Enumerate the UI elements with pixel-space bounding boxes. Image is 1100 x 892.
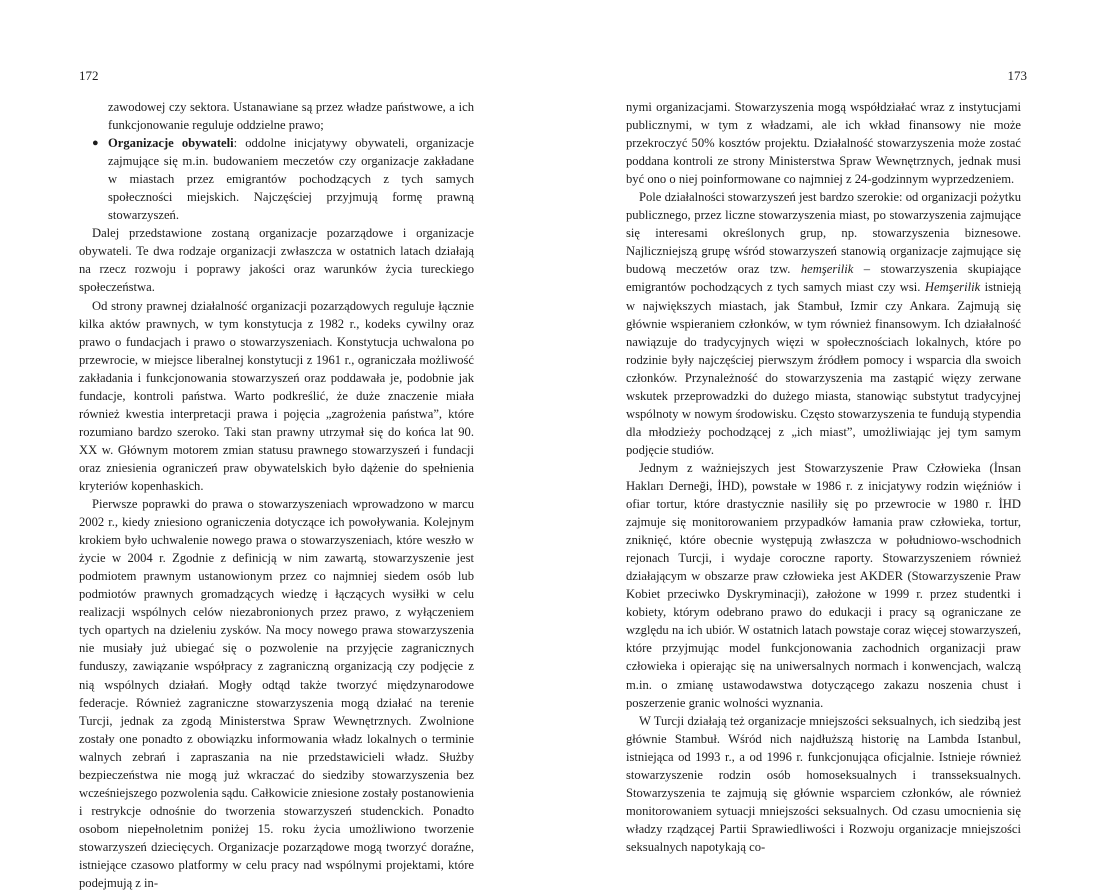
paragraph: Od strony prawnej działalność organizacji pozarządowych reguluje łącznie kilka aktów prawnych, w tym konstytucja z 1982 r., kodeks cywilny oraz prawo o fundacjach i prawo o stowarzyszeniach. Konstytucja uchwalona po przewrocie, w miejsce liberalnej konstytucji z 1961 r., ograniczała możliwość zakładania i funkcjonowania stowarzyszeń oraz poddawała je, podobnie jak fundacje, kontroli państwa. Warto podkreślić, że duże znaczenie miała również kwestia interpretacji prawa i pojęcia „zagrożenia państwa”, które rozumiano bardzo szeroko. Taki stan prawny utrzymał się do końca lat 90. XX w. Głównym motorem zmian statusu prawnego stowarzyszeń i fundacji oraz zniesienia ograniczeń praw obywatelskich było dążenie do spełnienia kryteriów kopenhaskich. [79,298,474,493]
italic-term: hemşerilik [800,262,854,277]
list-item [79,134,474,224]
page-number: 172 [79,68,99,83]
body-text [79,98,474,892]
page-number: 173 [1007,68,1027,83]
left-page [0,0,550,891]
paragraph-text: istnieją w największych miastach, jak Stambuł, Izmir czy Ankara. Zajmują się głównie wspieraniem członków, w tym również finansowym. Ich działalność nawiązuje do tradycyjnych więzi w społecznościach lokalnych, które po rodzinie były najczęściej pierwszym źródłem pomocy i wsparcia dla swoich członków. Przynależność do stowarzyszenia ma zastąpić więzy zerwane wskutek przeprowadzki do dużego miasta, stanowiąc substytut tradycyjnej wspólnoty w nowym środowisku. Często stowarzyszenia te fundują stypendia dla młodzieży pochodzącej z „ich miast”, umożliwiając jej tym samym podjęcie studiów. [626,280,1021,457]
paragraph: Jednym z ważniejszych jest Stowarzyszenie Praw Człowieka (İnsan Hakları Derneği, İHD), powstałe w 1986 r. z inicjatywy rodzin więźniów i ofiar tortur, które drastycznie nasiliły się po przewrocie w 1980 r. İHD zajmuje się monitorowaniem przypadków łamania praw człowieka, tortur, zniknięć, które obecnie występują zwłaszcza w południowo-wschodnich rejonach Turcji, i wydaje coroczne raporty. Stowarzyszeniem również działającym w obszarze praw człowieka jest AKDER (Stowarzyszenie Praw Kobiet przeciwko Dyskryminacji), założone w 1999 r. przez studentki i kobiety, którym odebrano prawo do edukacji i pracy są ograniczane ze względu na ich ubiór. W ostatnich latach powstaje coraz więcej stowarzyszeń, które przyjmując model funkcjonowania zachodnich organizacji praw człowieka i opierając się na uniwersalnych normach i konwencjach, walczą m.in. o zmianę ustawodawstwa dotyczącego zakazu noszenia chust i poszerzenie granic wolności wyznania. [626,460,1021,710]
body-text [626,98,1021,856]
bullet-icon: ● [92,137,99,150]
continuation-paragraph: nymi organizacjami. Stowarzyszenia mogą współdziałać wraz z instytucjami publicznymi, w tym z władzami, ale ich wkład finansowy nie może przekroczyć 50% kosztów projektu. Działalność stowarzyszenia może zostać poddana kontroli ze strony Ministerstwa Spraw Wewnętrznych, jednak musi być ono o niej poinformowane co najmniej z 24-godzinnym wyprzedzeniem. [626,100,1021,187]
paragraph: W Turcji działają też organizacje mniejszości seksualnych, ich siedzibą jest głównie Stambuł. Wśród nich najdłuższą historię na Lambda Istanbul, istniejąca od 1993 r., a od 1996 r. funkcjonująca oficjalnie. Istnieje również stowarzyszenie rodzin osób homoseksualnych i transseksualnych. Stowarzyszenia te zajmują się głównie wsparciem członków, ale również monitorowaniem sytuacji mniejszości seksualnych. Od czasu umocnienia się władzy rządzącej Partii Sprawiedliwości i Rozwoju organizacje mniejszości seksualnych napotykają co- [626,713,1021,854]
list-item-title: Organizacje obywateli [108,136,234,151]
italic-term: Hemşerilik [924,280,981,295]
list-item-text: : oddolne inicjatywy obywateli, organizacje zajmujące się m.in. budowaniem meczetów czy organizacje zakładane w miastach przez emigrantów pochodzących z tych samych społeczności miejskich. Najczęściej przyjmują formę prawną stowarzyszeń. [108,136,474,223]
continuation-paragraph: zawodowej czy sektora. Ustanawiane są przez władze państwowe, a ich funkcjonowanie reguluje oddzielne prawo; [108,100,474,133]
paragraph [626,188,1021,459]
right-page [550,0,1100,854]
paragraph: Pierwsze poprawki do prawa o stowarzyszeniach wprowadzono w marcu 2002 r., kiedy zniesiono ograniczenia dotyczące ich powoływania. Kolejnym krokiem było uchwalenie nowego prawa o stowarzyszeniach, które weszło w życie w 2004 r. Zgodnie z definicją w nim zawartą, stowarzyszenie jest podmiotem prawnym ustanowionym przez co najmniej siedem osób lub podmiotów prawnych gromadzących wiedzę i łączących wysiłki w celu realizacji wspólnych celów niezabronionych przez prawo, z wyłączeniem tych opartych na dzieleniu zysków. Na mocy nowego prawa stowarzyszenia nie musiały już ubiegać się o pozwolenie na przyjęcie zagranicznych funduszy, zawiązanie współpracy z zagraniczną organizacją czy podjęcie z nią wspólnych działań. Mogły odtąd także tworzyć międzynarodowe federacje. Również zagraniczne stowarzyszenia mogą działać na terenie Turcji, jednak za zgodą Ministerstwa Spraw Wewnętrznych. Zwolnione zostały one ponadto z obowiązku informowania władz lokalnych o terminie walnych zebrań i zapraszania na nie przedstawicieli władz. Służby bezpieczeństwa nie mogą już wkraczać do siedziby stowarzyszenia bez wcześniejszego pozwolenia sądu. Całkowicie zniesione zostały postanowienia i restrykcje odnośnie do tworzenia stowarzyszeń studenckich. Ponadto osobom niepełnoletnim poniżej 15. roku życia umożliwiono tworzenie stowarzyszeń dziecięcych. Organizacje pozarządowe mogą tworzyć doraźne, istniejące czasowo platformy w celu pracy nad wspólnymi projektami, które podejmują z in- [79,497,474,891]
paragraph-text: – stowarzyszenia skupiające emigrantów pochodzących z tych samych miast czy wsi. [626,262,1021,295]
paragraph-text: Pole działalności stowarzyszeń jest bardzo szerokie: od organizacji pożytku publicznego, przez liczne stowarzyszenia miast, po stowarzyszenia zajmujące się interesami określonych grup, np. stowarzyszenia biznesowe. Najliczniejszą grupę wśród stowarzyszeń stanowią organizacje zajmujące się budową meczetów oraz tzw. [626,190,1021,277]
paragraph: Dalej przedstawione zostaną organizacje pozarządowe i organizacje obywateli. Te dwa rodzaje organizacji zwłaszcza w ostatnich latach działają na rzecz rozwoju i poprawy jakości oraz warunków życia tureckiego społeczeństwa. [79,226,474,295]
